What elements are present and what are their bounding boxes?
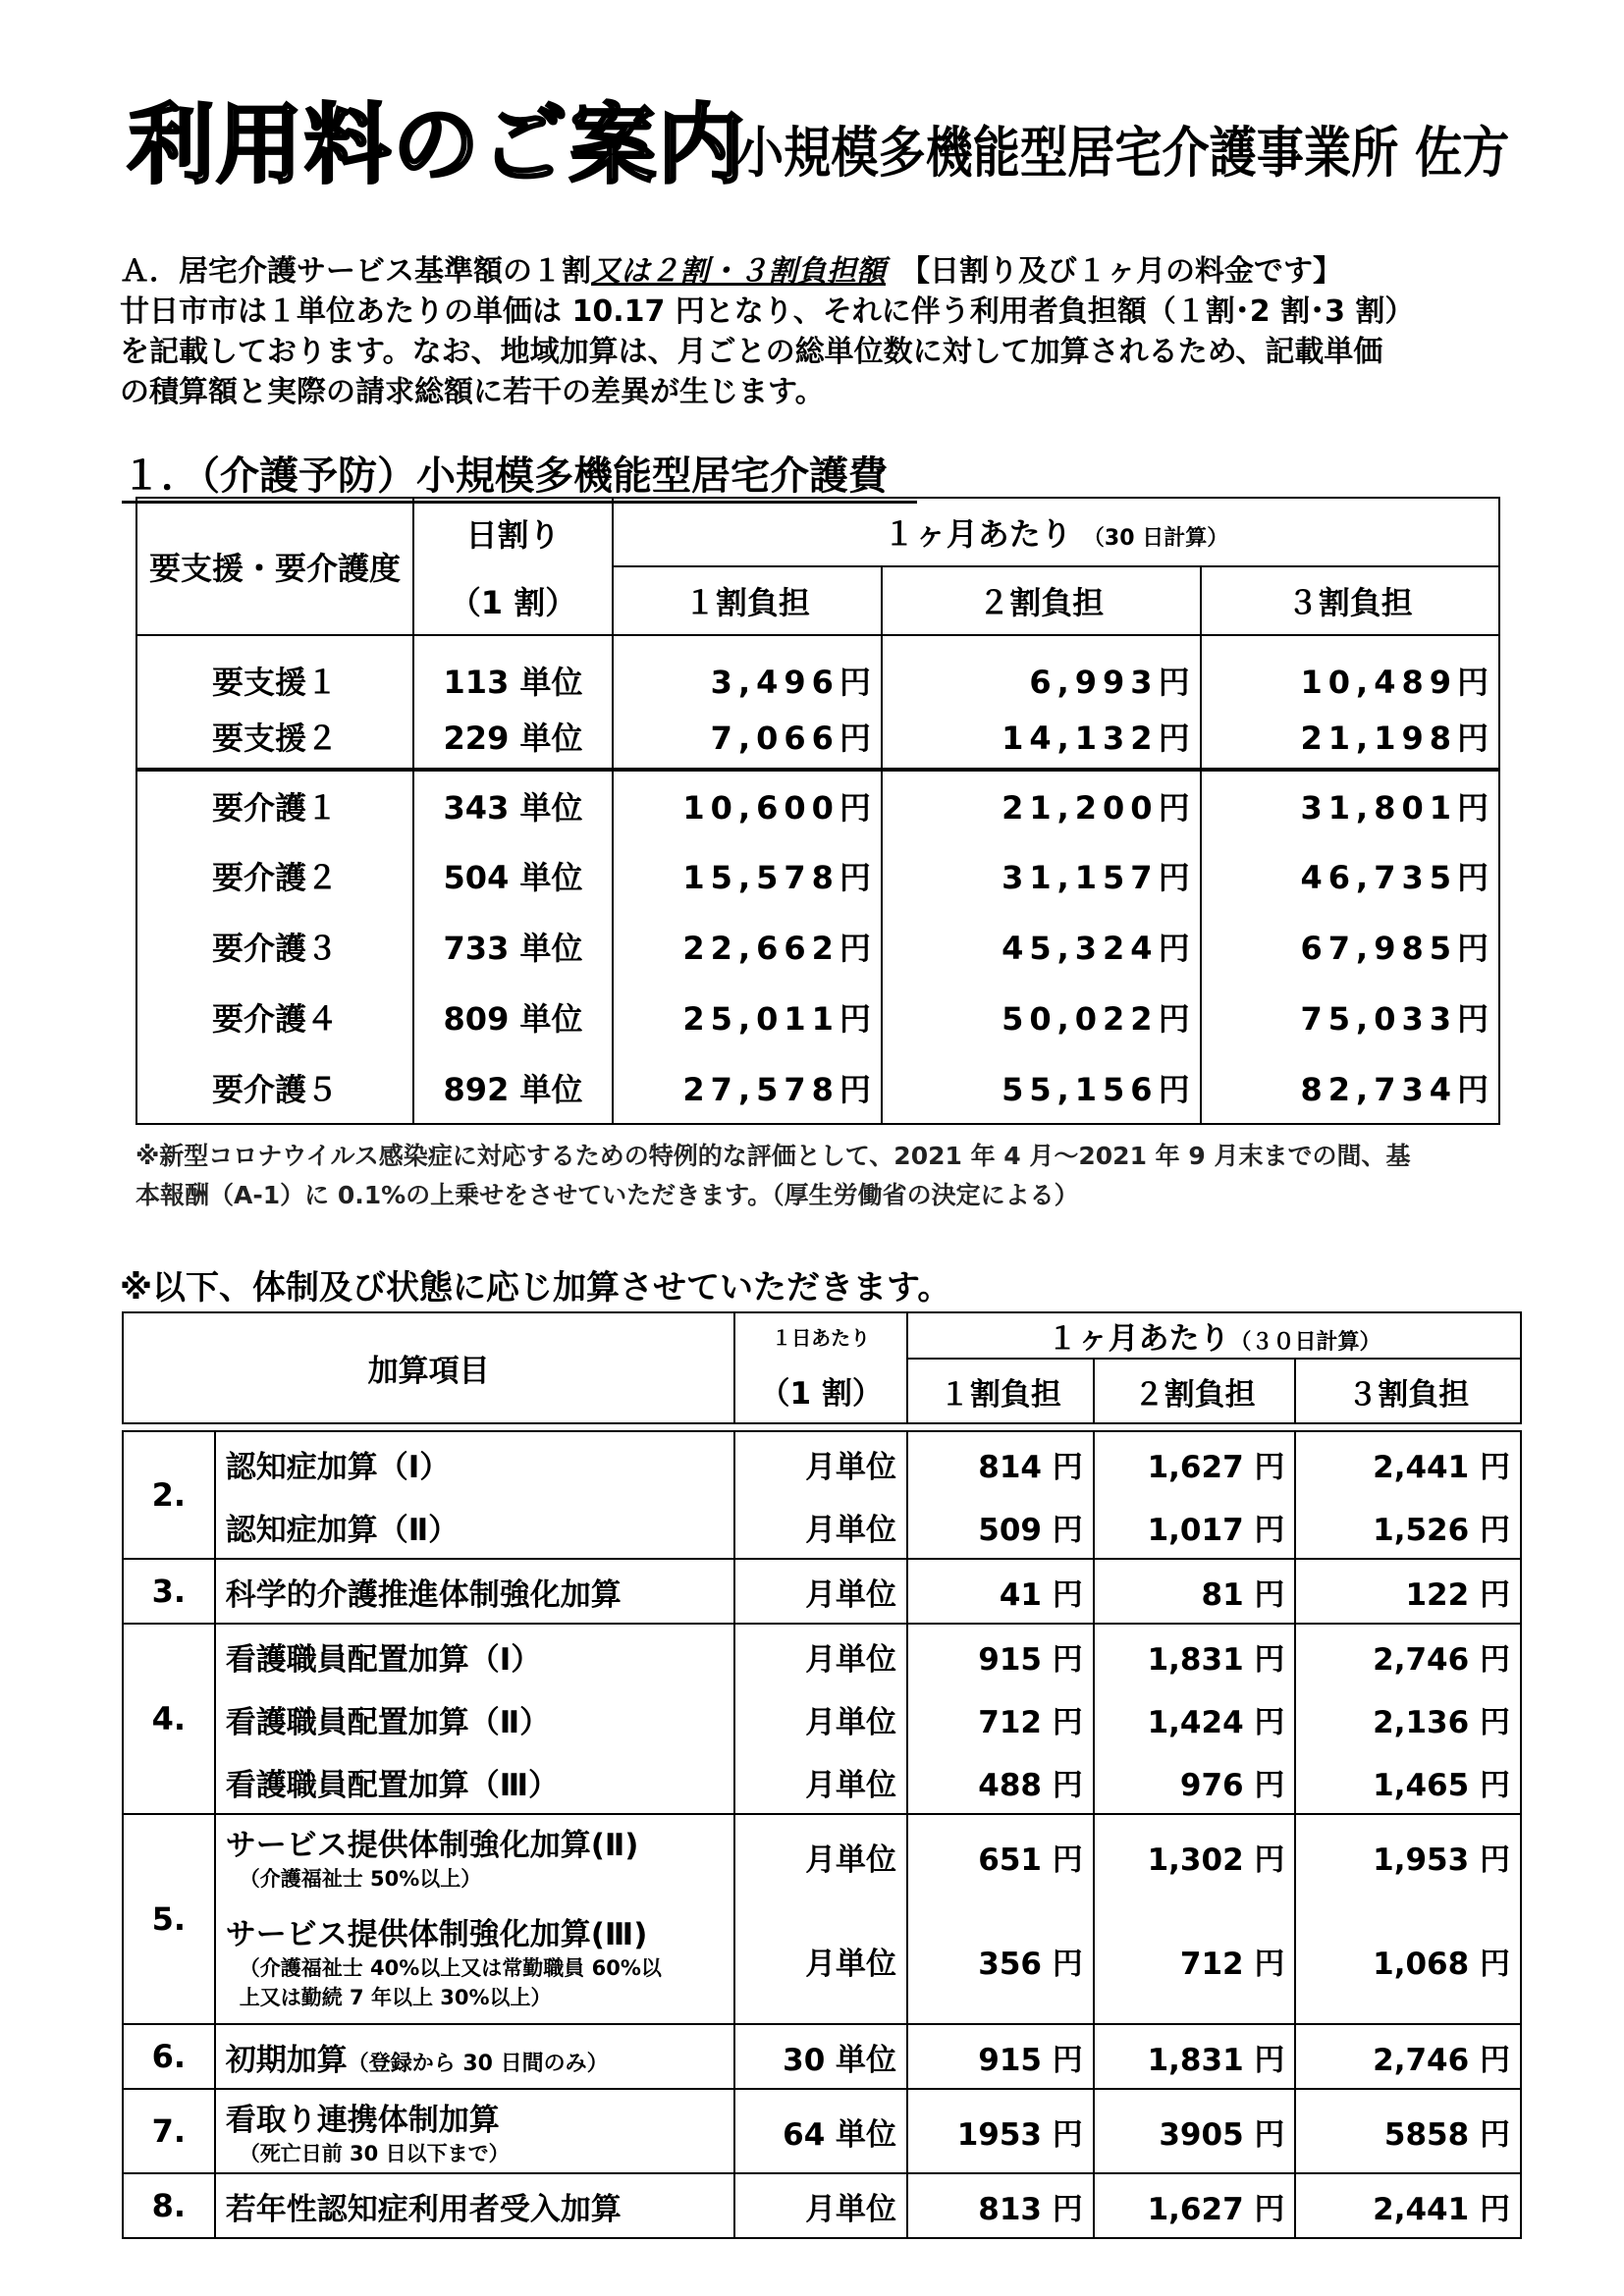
header-share-3: ３割負担 xyxy=(1201,566,1499,635)
share-3: 2,136 円 xyxy=(1295,1687,1521,1750)
share-1: 7,066円 xyxy=(613,705,882,770)
section1-heading: １．（介護予防）小規模多機能型居宅介護費 xyxy=(122,452,917,504)
table-row xyxy=(123,1897,1521,2024)
share-3: 2,441 円 xyxy=(1295,1431,1521,1495)
table-row xyxy=(136,770,1499,840)
share-2: 976 円 xyxy=(1094,1750,1296,1814)
unit: 月単位 xyxy=(734,1624,907,1687)
item-name: 若年性認知症利用者受入加算 xyxy=(215,2173,735,2238)
unit: 月単位 xyxy=(734,1559,907,1624)
table-row xyxy=(123,1687,1521,1750)
care-level: 要介護１ xyxy=(136,770,413,840)
share-1: 10,600円 xyxy=(613,770,882,840)
table-row xyxy=(123,1431,1521,1495)
share-2: 31,157円 xyxy=(882,840,1201,911)
header-monthly-label: １ヶ月あたり xyxy=(883,515,1072,553)
item-name: 看護職員配置加算（Ⅱ） xyxy=(215,1687,735,1750)
unit: 月単位 xyxy=(734,2173,907,2238)
header-monthly-label: １ヶ月あたり xyxy=(1047,1321,1230,1357)
item-name: 科学的介護推進体制強化加算 xyxy=(215,1559,735,1624)
share-2: 1,627 円 xyxy=(1094,2173,1296,2238)
share-1: 27,578円 xyxy=(613,1052,882,1124)
share-1: 1953 円 xyxy=(907,2089,1094,2173)
units: 229 単位 xyxy=(413,705,613,770)
item-name: 看護職員配置加算（Ⅰ） xyxy=(215,1624,735,1687)
item-name-cell xyxy=(215,1897,735,2024)
item-number: 8. xyxy=(123,2173,215,2238)
header-monthly-note: （３０日計算） xyxy=(1229,1330,1381,1355)
share-2: 1,302 円 xyxy=(1094,1814,1296,1897)
table-row xyxy=(123,1814,1521,1897)
item-number: 5. xyxy=(123,1814,215,2024)
share-2: 14,132円 xyxy=(882,705,1201,770)
item-number: 4. xyxy=(123,1624,215,1814)
header-share-1: １割負担 xyxy=(613,566,882,635)
table-row xyxy=(123,1559,1521,1624)
unit: 月単位 xyxy=(734,1814,907,1897)
item-number: 7. xyxy=(123,2089,215,2173)
table-row xyxy=(123,2024,1521,2089)
item-condition: （介護福祉士 50%以上） xyxy=(239,1866,482,1891)
header-share-1: １割負担 xyxy=(907,1359,1094,1423)
item-name: 看護職員配置加算（Ⅲ） xyxy=(215,1750,735,1814)
share-1: 3,496円 xyxy=(613,656,882,705)
item-number: 3. xyxy=(123,1559,215,1624)
share-3: 67,985円 xyxy=(1201,911,1499,982)
table-row xyxy=(136,705,1499,770)
share-3: 2,746 円 xyxy=(1295,2024,1521,2089)
item-name: 看取り連携体制加算 xyxy=(225,2102,500,2138)
share-1: 814 円 xyxy=(907,1431,1094,1495)
share-3: 2,441 円 xyxy=(1295,2173,1521,2238)
covid-note xyxy=(135,1137,1520,1215)
item-name-cell xyxy=(215,1814,735,1897)
share-3: 10,489円 xyxy=(1201,656,1499,705)
units: 113 単位 xyxy=(413,656,613,705)
title-main: 利用料のご案内 xyxy=(128,94,747,195)
table-row xyxy=(136,911,1499,982)
unit: 月単位 xyxy=(734,1431,907,1495)
care-level: 要支援１ xyxy=(136,656,413,705)
header-share-2: ２割負担 xyxy=(1094,1359,1296,1423)
item-condition-cont: 上又は勤続 7 年以上 30%以上） xyxy=(239,1985,552,2009)
share-1: 813 円 xyxy=(907,2173,1094,2238)
unit: 30 単位 xyxy=(734,2024,907,2089)
units: 892 単位 xyxy=(413,1052,613,1124)
header-item: 加算項目 xyxy=(123,1312,734,1423)
intro-line2: 廿日市市は１単位あたりの単価は 10.17 円となり、それに伴う利用者負担額（１割･2 割･3 割） xyxy=(120,294,1415,329)
care-level: 要介護２ xyxy=(136,840,413,911)
table-row xyxy=(123,2089,1521,2173)
item-name: サービス提供体制強化加算(Ⅱ) xyxy=(225,1827,639,1863)
share-3: 75,033円 xyxy=(1201,982,1499,1052)
covid-note-line1: ※新型コロナウイルス感染症に対応するための特例的な評価として、2021 年 4 月～2021 年 9 月末までの間、基 xyxy=(135,1142,1411,1170)
title-facility-name: 小規模多機能型居宅介護事業所 佐方 xyxy=(736,122,1510,186)
share-3: 82,734円 xyxy=(1201,1052,1499,1124)
share-3: 21,198円 xyxy=(1201,705,1499,770)
header-monthly-note: （30 日計算） xyxy=(1082,526,1229,551)
share-3: 1,465 円 xyxy=(1295,1750,1521,1814)
share-1: 22,662円 xyxy=(613,911,882,982)
share-1: 488 円 xyxy=(907,1750,1094,1814)
share-3: 1,068 円 xyxy=(1295,1897,1521,2024)
item-number: 2. xyxy=(123,1431,215,1559)
intro-paragraph xyxy=(120,251,1514,412)
table-row xyxy=(136,840,1499,911)
share-1: 915 円 xyxy=(907,1624,1094,1687)
share-1: 356 円 xyxy=(907,1897,1094,2024)
share-2: 1,831 円 xyxy=(1094,1624,1296,1687)
item-name: サービス提供体制強化加算(Ⅲ) xyxy=(225,1916,648,1952)
header-monthly xyxy=(613,498,1499,566)
unit: 月単位 xyxy=(734,1687,907,1750)
header-per-day: １日あたり xyxy=(734,1312,907,1359)
share-2: 55,156円 xyxy=(882,1052,1201,1124)
base-fee-table xyxy=(135,497,1500,1125)
share-2: 1,017 円 xyxy=(1094,1495,1296,1559)
share-3: 1,953 円 xyxy=(1295,1814,1521,1897)
share-1: 25,011円 xyxy=(613,982,882,1052)
share-2: 712 円 xyxy=(1094,1897,1296,2024)
intro-line1-emphasis: 又は２割・３割負担額 xyxy=(591,254,886,289)
units: 504 単位 xyxy=(413,840,613,911)
table-row xyxy=(123,1750,1521,1814)
share-2: 1,831 円 xyxy=(1094,2024,1296,2089)
care-level: 要介護３ xyxy=(136,911,413,982)
covid-note-line2: 本報酬（A-1）に 0.1%の上乗せをさせていただきます。（厚生労働省の決定による） xyxy=(135,1181,1079,1209)
table-row xyxy=(123,1624,1521,1687)
units: 733 単位 xyxy=(413,911,613,982)
share-1: 15,578円 xyxy=(613,840,882,911)
intro-line4: の積算額と実際の請求総額に若干の差異が生じます。 xyxy=(120,375,825,409)
share-1: 509 円 xyxy=(907,1495,1094,1559)
item-name-cell xyxy=(215,2024,735,2089)
share-2: 21,200円 xyxy=(882,770,1201,840)
intro-line3: を記載しております。なお、地域加算は、月ごとの総単位数に対して加算されるため、記載単価 xyxy=(120,335,1383,369)
header-share-3: ３割負担 xyxy=(1295,1359,1521,1423)
unit: 月単位 xyxy=(734,1897,907,2024)
additional-fee-table xyxy=(122,1311,1522,2239)
units: 809 単位 xyxy=(413,982,613,1052)
share-1: 651 円 xyxy=(907,1814,1094,1897)
header-care-level: 要支援・要介護度 xyxy=(136,498,413,635)
header-monthly xyxy=(907,1312,1521,1359)
share-3: 5858 円 xyxy=(1295,2089,1521,2173)
intro-line1-b: 【日割り及び１ヶ月の料金です】 xyxy=(886,254,1342,289)
unit: 64 単位 xyxy=(734,2089,907,2173)
share-2: 1,627 円 xyxy=(1094,1431,1296,1495)
document-title xyxy=(128,94,1542,202)
unit: 月単位 xyxy=(734,1750,907,1814)
header-share-2: ２割負担 xyxy=(882,566,1201,635)
care-level: 要支援２ xyxy=(136,705,413,770)
share-3: 122 円 xyxy=(1295,1559,1521,1624)
share-3: 46,735円 xyxy=(1201,840,1499,911)
units: 343 単位 xyxy=(413,770,613,840)
table-row xyxy=(123,2173,1521,2238)
table-row xyxy=(136,1052,1499,1124)
share-2: 6,993円 xyxy=(882,656,1201,705)
item-name: 認知症加算（Ⅰ） xyxy=(215,1431,735,1495)
item-name: 認知症加算（Ⅱ） xyxy=(215,1495,735,1559)
share-1: 41 円 xyxy=(907,1559,1094,1624)
care-level: 要介護４ xyxy=(136,982,413,1052)
item-number: 6. xyxy=(123,2024,215,2089)
intro-line1-a: Ａ．居宅介護サービス基準額の１割 xyxy=(120,254,591,289)
care-level: 要介護５ xyxy=(136,1052,413,1124)
table-row xyxy=(123,1495,1521,1559)
share-1: 915 円 xyxy=(907,2024,1094,2089)
table-row xyxy=(136,656,1499,705)
share-2: 50,022円 xyxy=(882,982,1201,1052)
share-2: 3905 円 xyxy=(1094,2089,1296,2173)
header-per-day-sub: （1 割） xyxy=(734,1359,907,1423)
header-daily: 日割り xyxy=(413,498,613,566)
share-1: 712 円 xyxy=(907,1687,1094,1750)
share-2: 45,324円 xyxy=(882,911,1201,982)
section2-heading: ※以下、体制及び状態に応じ加算させていただきます。 xyxy=(120,1268,951,1308)
item-condition: （死亡日前 30 日以下まで） xyxy=(239,2141,510,2165)
share-3: 1,526 円 xyxy=(1295,1495,1521,1559)
item-condition: （介護福祉士 40%以上又は常勤職員 60%以 xyxy=(239,1955,662,1980)
item-name: 初期加算 xyxy=(225,2042,348,2078)
table-row xyxy=(136,982,1499,1052)
unit: 月単位 xyxy=(734,1495,907,1559)
share-2: 1,424 円 xyxy=(1094,1687,1296,1750)
header-daily-sub: （1 割） xyxy=(413,566,613,635)
item-name-cell xyxy=(215,2089,735,2173)
share-2: 81 円 xyxy=(1094,1559,1296,1624)
item-condition: （登録から 30 日間のみ） xyxy=(347,2051,609,2076)
share-3: 2,746 円 xyxy=(1295,1624,1521,1687)
share-3: 31,801円 xyxy=(1201,770,1499,840)
